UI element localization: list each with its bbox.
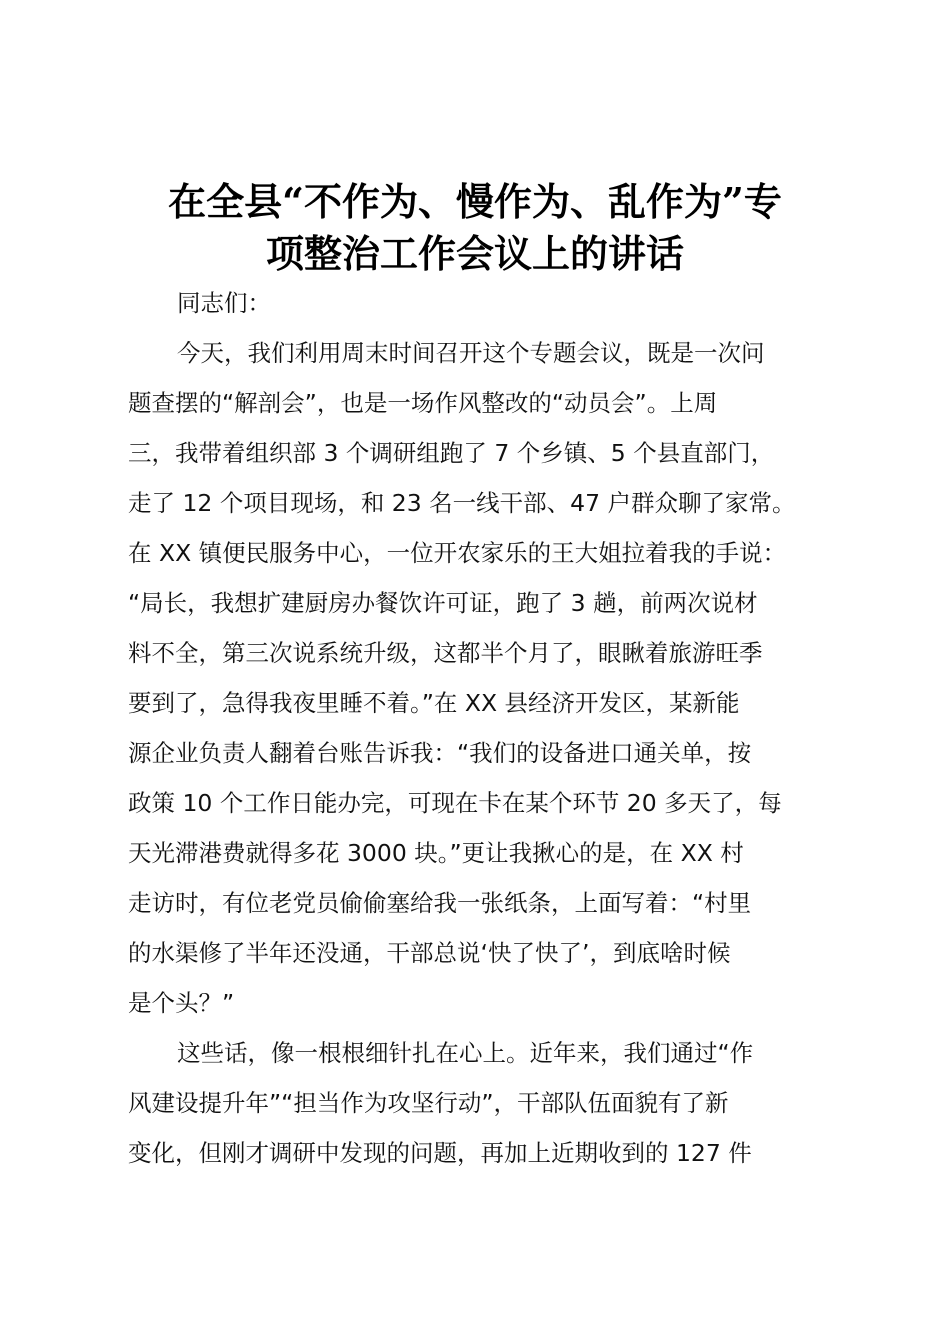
paragraph-1-line-13: 的水渠修了半年还没通，干部总说‘快了快了’，到底啥时候 — [128, 939, 731, 967]
paragraph-1-line-10: 政策 10 个工作日能办完，可现在卡在某个环节 20 多天了，每 — [128, 789, 782, 817]
paragraph-1-line-11: 天光滞港费就得多花 3000 块。”更让我揪心的是，在 XX 村 — [128, 839, 744, 867]
paragraph-1-line-12: 走访时，有位老党员偷偷塞给我一张纸条，上面写着：“村里 — [128, 889, 752, 917]
paragraph-1-line-8: 要到了，急得我夜里睡不着。”在 XX 县经济开发区，某新能 — [128, 689, 740, 717]
paragraph-1-line-6: “局长，我想扩建厨房办餐饮许可证，跑了 3 趟，前两次说材 — [128, 589, 758, 617]
paragraph-1-line-5: 在 XX 镇便民服务中心，一位开农家乐的王大姐拉着我的手说： — [128, 539, 787, 567]
paragraph-1-line-7: 料不全，第三次说系统升级，这都半个月了，眼瞅着旅游旺季 — [128, 639, 763, 667]
title-line-2: 项整治工作会议上的讲话 — [265, 231, 684, 276]
title-line-1: 在全县“不作为、慢作为、乱作为”专 — [168, 179, 782, 224]
paragraph-2-line-1: 这些话，像一根根细针扎在心上。近年来，我们通过“作 — [177, 1039, 754, 1067]
paragraph-1-line-1: 今天，我们利用周末时间召开这个专题会议，既是一次问 — [177, 339, 765, 367]
document-title — [110, 176, 840, 280]
paragraph-1-line-3: 三，我带着组织部 3 个调研组跑了 7 个乡镇、5 个县直部门， — [128, 439, 775, 467]
salutation: 同志们： — [177, 289, 271, 317]
paragraph-1-line-14: 是个头？” — [128, 989, 235, 1017]
paragraph-2-line-2: 风建设提升年”“担当作为攻坚行动”，干部队伍面貌有了新 — [128, 1089, 729, 1117]
paragraph-2-line-3: 变化，但刚才调研中发现的问题，再加上近期收到的 127 件 — [128, 1139, 752, 1167]
paragraph-1-line-9: 源企业负责人翻着台账告诉我：“我们的设备进口通关单，按 — [128, 739, 752, 767]
paragraph-1-line-4: 走了 12 个项目现场，和 23 名一线干部、47 户群众聊了家常。 — [128, 489, 796, 517]
document-body — [128, 278, 858, 1178]
paragraph-1-line-2: 题查摆的“解剖会”，也是一场作风整改的“动员会”。上周 — [128, 389, 718, 417]
